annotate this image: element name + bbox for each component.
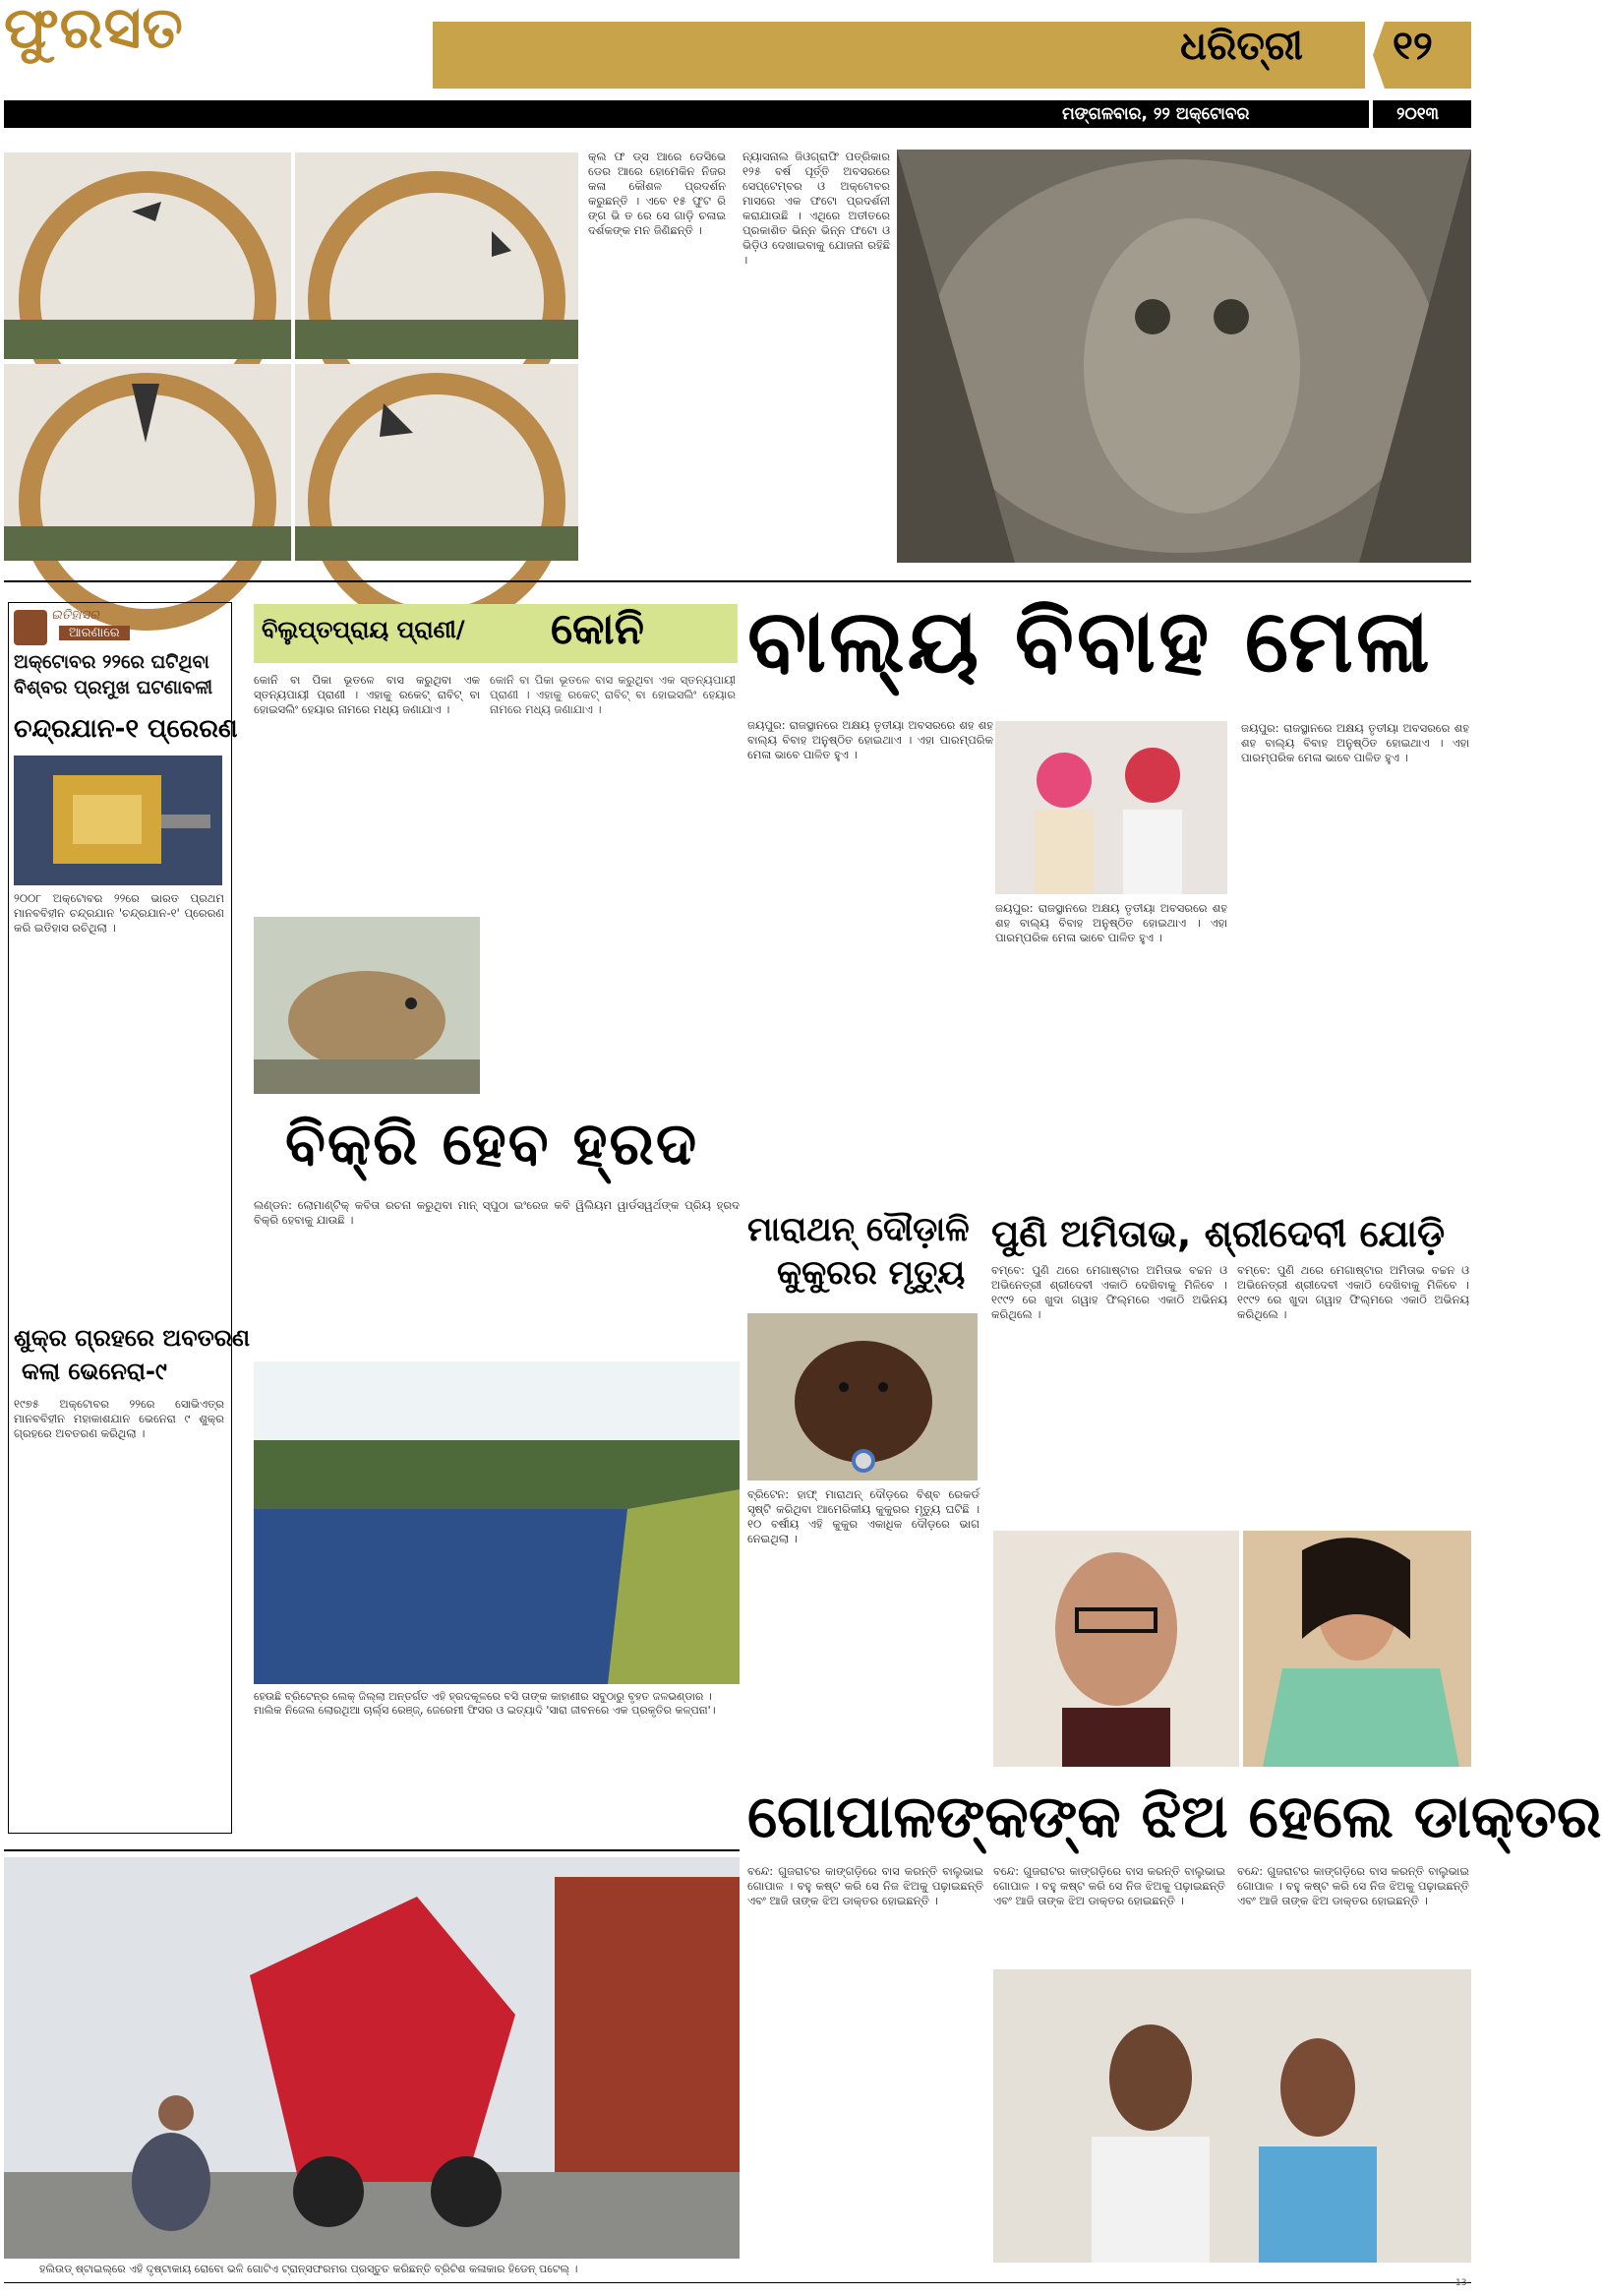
- natgeo-text: ନ୍ୟାସନାଲ ଜିଓଗ୍ରାଫି ପତ୍ରିକାର ୧୨୫ ବର୍ଷ ପୂର୍ତ୍ତି ଅବସରରେ ସେପ୍ଟେମ୍ବର ଓ ଅକ୍ଟୋବର ମାସରେ ଏକ ଫଟୋ ପ୍ରଦର୍ଶନୀ କରାଯାଉଛି । ଏଥିରେ ଅତୀତରେ ପ୍ରକାଶିତ ଭିନ୍ନ ଭିନ୍ନ ଫଟୋ ଓ ଭିଡ଼ିଓ ଦେଖାଇବାକୁ ଯୋଜନା ରହିଛି ।: [742, 150, 890, 267]
- history-logo-icon: [14, 610, 47, 645]
- chandrayaan-photo: [14, 755, 222, 885]
- child-marriage-headline: ବାଲ୍ୟ ବିବାହ ମେଳା: [747, 590, 1433, 692]
- koni-photo: [254, 917, 480, 1094]
- gopal-headline: ଗୋପାଳଙ୍କଙ୍କ ଝିଅ ହେଲେ ଡାକ୍ତର: [747, 1782, 1602, 1851]
- robot-car-photo: [4, 1857, 740, 2259]
- column-text: ଜୟପୁର: ରାଜସ୍ଥାନରେ ଅକ୍ଷୟ ତୃତୀୟା ଅବସରରେ ଶହ ଶହ ବାଲ୍ୟ ବିବାହ ଅନୁଷ୍ଠିତ ହୋଇଥାଏ । ଏହା ପାରମ୍ପରିକ ମେଳା ଭାବେ ପାଳିତ ହୁଏ ।: [1241, 721, 1469, 764]
- koni-headline-main: କୋନି: [551, 604, 644, 654]
- lake-caption: ହେଉଛି ବ୍ରିଟେନ୍‌ର ଲେକ୍ ଜିଲ୍ଲା ଅନ୍ତର୍ଗତ ଏହି ହ୍ରଦକୂଳରେ ବସି ତାଙ୍କ କାହାଣୀର ସବୁଠାରୁ ବୃହତ ଜଳଭଣ୍ଡାର । ମାଲିକ ନିଜେଲ ଲୋରଥିଆ ଚାର୍ଲ୍ସ ରେଞ୍ଜ୍, ଜେରେମୀ ଫିସର ଓ ଇତ୍ୟାଦି 'ସାରା ଜୀବନରେ ଏକ ପ୍ରକୃତିର କଳ୍ପନା'।: [254, 1690, 716, 1717]
- child-marriage-text: [995, 901, 1227, 1153]
- marathon-headline: କୁକୁରର ମୃତ୍ୟୁ: [777, 1253, 966, 1293]
- amitabh-photo: [993, 1531, 1239, 1767]
- marathon-text: ବ୍ରିଟେନ: ହାଫ୍ ମାରାଥନ୍ ଦୌଡ଼ରେ ବିଶ୍ବ ରେକର୍ଡ ସୃଷ୍ଟି କରିଥିବା ଆମେରିକୀୟ କୁକୁରର ମୃତ୍ୟୁ ଘଟିଛି । ୧୦ ବର୍ଷୀୟ ଏହି କୁକୁର ଏକାଧିକ ଦୌଡ଼ରେ ଭାଗ ନେଇଥିଲା ।: [747, 1487, 979, 1545]
- dog-photo: [747, 1313, 978, 1480]
- column-text: ବମ୍ବେ: ପୁଣି ଥରେ ମେଗାଷ୍ଟାର ଅମିତାଭ ବଚ୍ଚନ ଓ ଅଭିନେତ୍ରୀ ଶ୍ରୀଦେବୀ ଏକାଠି ଦେଖିବାକୁ ମିଳିବେ । ୧୯୯୨ ରେ ଖୁଦା ଗୱାହ ଫିଲ୍ମରେ ଏକାଠି ଅଭିନୟ କରିଥିଲେ ।: [1237, 1263, 1469, 1321]
- year-text: ୨୦୧୩: [1396, 104, 1439, 124]
- owl-tree-photo: [897, 150, 1471, 563]
- child-marriage-text: [1241, 721, 1469, 1154]
- masthead-page-number: ୧୨: [1393, 24, 1433, 69]
- lake-text: ଲଣ୍ଡନ: ଲୋମାଣ୍ଟିକ୍ କବିତା ରଚନା କରୁଥିବା ମାନ୍ ସ୍ପୁଠା ଇଂରେଜ କବି ୱିଲିୟମ ୱାର୍ଡସୱର୍ଥଙ୍କ ପ୍ରିୟ ହ୍ରଦ ବିକ୍ରି ହେବାକୁ ଯାଉଛି ।: [254, 1198, 740, 1227]
- history-subtitle: ବିଶ୍ବର ପ୍ରମୁଖ ଘଟଣାବଳୀ: [14, 677, 213, 698]
- history-logo-bottom: ଆରଣାରେ: [59, 626, 130, 640]
- footer-rule: [4, 2282, 1471, 2283]
- koni-headline-prefix: ବିଲୁପ୍ତପ୍ରାୟ ପ୍ରାଣୀ/: [262, 616, 465, 643]
- history-subtitle: ଅକ୍ଟୋବର ୨୨ରେ ଘଟିଥିବା: [14, 651, 209, 673]
- marathon-headline: ମାରାଥନ୍ ଦୌଡ଼ାଳି: [747, 1210, 970, 1249]
- gopal-text: [1237, 1864, 1469, 1963]
- koni-text-continued: [490, 673, 736, 1096]
- robot-car-caption: ହଲିଉଡ୍ ଷ୍ଟାଇଲ୍‌ରେ ଏହି ଦୃଷ୍ଟାକାୟ ରୋବୋ ଭଳି ଗୋଟିଏ ଟ୍ରାନ୍ସଫରମର ପ୍ରସ୍ତୁତ କରିଛନ୍ତି ବ୍ରିଟିଶ କଳାକାର ହିଡେନ୍ ପଟେଲ୍ ।: [39, 2263, 578, 2275]
- column-text: ବନ୍ଦେ: ଗୁଜରାଟର କାଙ୍ଗଡ଼ିରେ ବାସ କରନ୍ତି ବାଲୁଭାଇ ଗୋପାଳ । ବହୁ କଷ୍ଟ କରି ସେ ନିଜ ଝିଅକୁ ପଢ଼ାଇଛନ୍ତି ଏବଂ ଆଜି ତାଙ୍କ ଝିଅ ଡାକ୍ତର ହୋଇଛନ୍ତି ।: [993, 1864, 1225, 1907]
- date-text: ମଙ୍ଗଳବାର, ୨୨ ଅକ୍ଟୋବର: [1062, 104, 1250, 124]
- history-item-title: କଲା ଭେନେରା-୯: [22, 1358, 167, 1385]
- amitabh-text: [1237, 1263, 1469, 1525]
- sridevi-photo: [1243, 1531, 1471, 1767]
- lake-headline: ବିକ୍ରି ହେବ ହ୍ରଦ: [285, 1110, 699, 1178]
- history-logo-top: ଇତିହାସର: [51, 608, 99, 623]
- history-item-text: ୨୦୦୮ ଅକ୍ଟୋବର ୨୨ରେ ଭାରତ ପ୍ରଥମ ମାନବବିହୀନ ଚନ୍ଦ୍ରଯାନ 'ଚନ୍ଦ୍ରଯାନ-୧' ପ୍ରେରଣ କରି ଇତିହାସ ରଚିଥିଲା ।: [14, 891, 224, 935]
- stunt-photo: [4, 152, 291, 359]
- masthead-title: ଫୁରସତ: [4, 0, 184, 61]
- column-text: ବନ୍ଦେ: ଗୁଜରାଟର କାଙ୍ଗଡ଼ିରେ ବାସ କରନ୍ତି ବାଲୁଭାଇ ଗୋପାଳ । ବହୁ କଷ୍ଟ କରି ସେ ନିଜ ଝିଅକୁ ପଢ଼ାଇଛନ୍ତି ଏବଂ ଆଜି ତାଙ୍କ ଝିଅ ଡାକ୍ତର ହୋଇଛନ୍ତି ।: [1237, 1864, 1469, 1907]
- gopal-text: ବନ୍ଦେ: ଗୁଜରାଟର କାଙ୍ଗଡ଼ିରେ ବାସ କରନ୍ତି ବାଲୁଭାଇ ଗୋପାଳ । ବହୁ କଷ୍ଟ କରି ସେ ନିଜ ଝିଅକୁ ପଢ଼ାଇଛନ୍ତି ଏବଂ ଆଜି ତାଙ୍କ ଝିଅ ଡାକ୍ତର ହୋଇଛନ୍ତି ।: [747, 1864, 983, 1907]
- footer-page-mark: 13: [1455, 2278, 1467, 2288]
- amitabh-text: ବମ୍ବେ: ପୁଣି ଥରେ ମେଗାଷ୍ଟାର ଅମିତାଭ ବଚ୍ଚନ ଓ ଅଭିନେତ୍ରୀ ଶ୍ରୀଦେବୀ ଏକାଠି ଦେଖିବାକୁ ମିଳିବେ । ୧୯୯୨ ରେ ଖୁଦା ଗୱାହ ଫିଲ୍ମରେ ଏକାଠି ଅଭିନୟ କରିଥିଲେ ।: [991, 1263, 1227, 1321]
- child-marriage-photo: [995, 721, 1227, 894]
- gopal-text: [993, 1864, 1225, 1963]
- lake-photo: [254, 1361, 740, 1684]
- divider-rule: [4, 580, 1471, 582]
- column-text: କୋନି ବା ପିକା ଭୂତଳେ ବାସ କରୁଥିବା ଏକ ସ୍ତନ୍ୟପାୟୀ ପ୍ରାଣୀ । ଏହାକୁ ରକେଟ୍ ରାବିଟ୍ ବା ହୋଇସଲିଂ ହେୟାର ନାମରେ ମଧ୍ୟ ଜଣାଯାଏ ।: [490, 673, 736, 716]
- gopal-photo: [993, 1969, 1471, 2263]
- history-item-title: ଚନ୍ଦ୍ରଯାନ-୧ ପ୍ରେରଣ: [14, 714, 238, 744]
- divider-rule: [4, 1849, 740, 1851]
- stunt-text: କ୍ଲ ଫ ଡ୍ସ ଆରେ ଡେସିଭେ ଡେର ଆରେ ହୋମେକିନ ନିଜର କଳା କୌଶଳ ପ୍ରଦର୍ଶନ କରୁଛନ୍ତି । ଏବେ ୧୫ ଫୁଟ ରି ଙ୍ଗ ଭି ତ ରେ ସେ ଗାଡ଼ି ଚଳାଇ ଦର୍ଶକଙ୍କ ମନ ଜିଣିଛନ୍ତି ।: [588, 150, 726, 237]
- stunt-photo: [295, 152, 578, 359]
- amitabh-headline: ପୁଣି ଅମିତାଭ, ଶ୍ରୀଦେବୀ ଯୋଡ଼ି: [991, 1212, 1446, 1255]
- column-text: ଜୟପୁର: ରାଜସ୍ଥାନରେ ଅକ୍ଷୟ ତୃତୀୟା ଅବସରରେ ଶହ ଶହ ବାଲ୍ୟ ବିବାହ ଅନୁଷ୍ଠିତ ହୋଇଥାଏ । ଏହା ପାରମ୍ପରିକ ମେଳା ଭାବେ ପାଳିତ ହୁଏ ।: [995, 901, 1227, 944]
- stunt-photo: [4, 364, 291, 561]
- koni-text: କୋନି ବା ପିକା ଭୂତଳେ ବାସ କରୁଥିବା ଏକ ସ୍ତନ୍ୟପାୟୀ ପ୍ରାଣୀ । ଏହାକୁ ରକେଟ୍ ରାବିଟ୍ ବା ହୋଇସଲିଂ ହେୟାର ନାମରେ ମଧ୍ୟ ଜଣାଯାଏ ।: [254, 673, 480, 716]
- history-item-title: ଶୁକ୍ର ଗ୍ରହରେ ଅବତରଣ: [14, 1324, 251, 1352]
- child-marriage-text: ଜୟପୁର: ରାଜସ୍ଥାନରେ ଅକ୍ଷୟ ତୃତୀୟା ଅବସରରେ ଶହ ଶହ ବାଲ୍ୟ ବିବାହ ଅନୁଷ୍ଠିତ ହୋଇଥାଏ । ଏହା ପାରମ୍ପରିକ ମେଳା ଭାବେ ପାଳିତ ହୁଏ ।: [747, 718, 993, 761]
- history-item-text: ୧୯୭୫ ଅକ୍ଟୋବର ୨୨ରେ ସୋଭିଏତ୍‌ର ମାନବବିହୀନ ମହାକାଶଯାନ ଭେନେରା ୯ ଶୁକ୍ର ଗ୍ରହରେ ଅବତରଣ କରିଥିଲା ।: [14, 1397, 224, 1440]
- masthead-section: ଧରିତ୍ରୀ: [1180, 24, 1303, 69]
- stunt-photo: [295, 364, 578, 561]
